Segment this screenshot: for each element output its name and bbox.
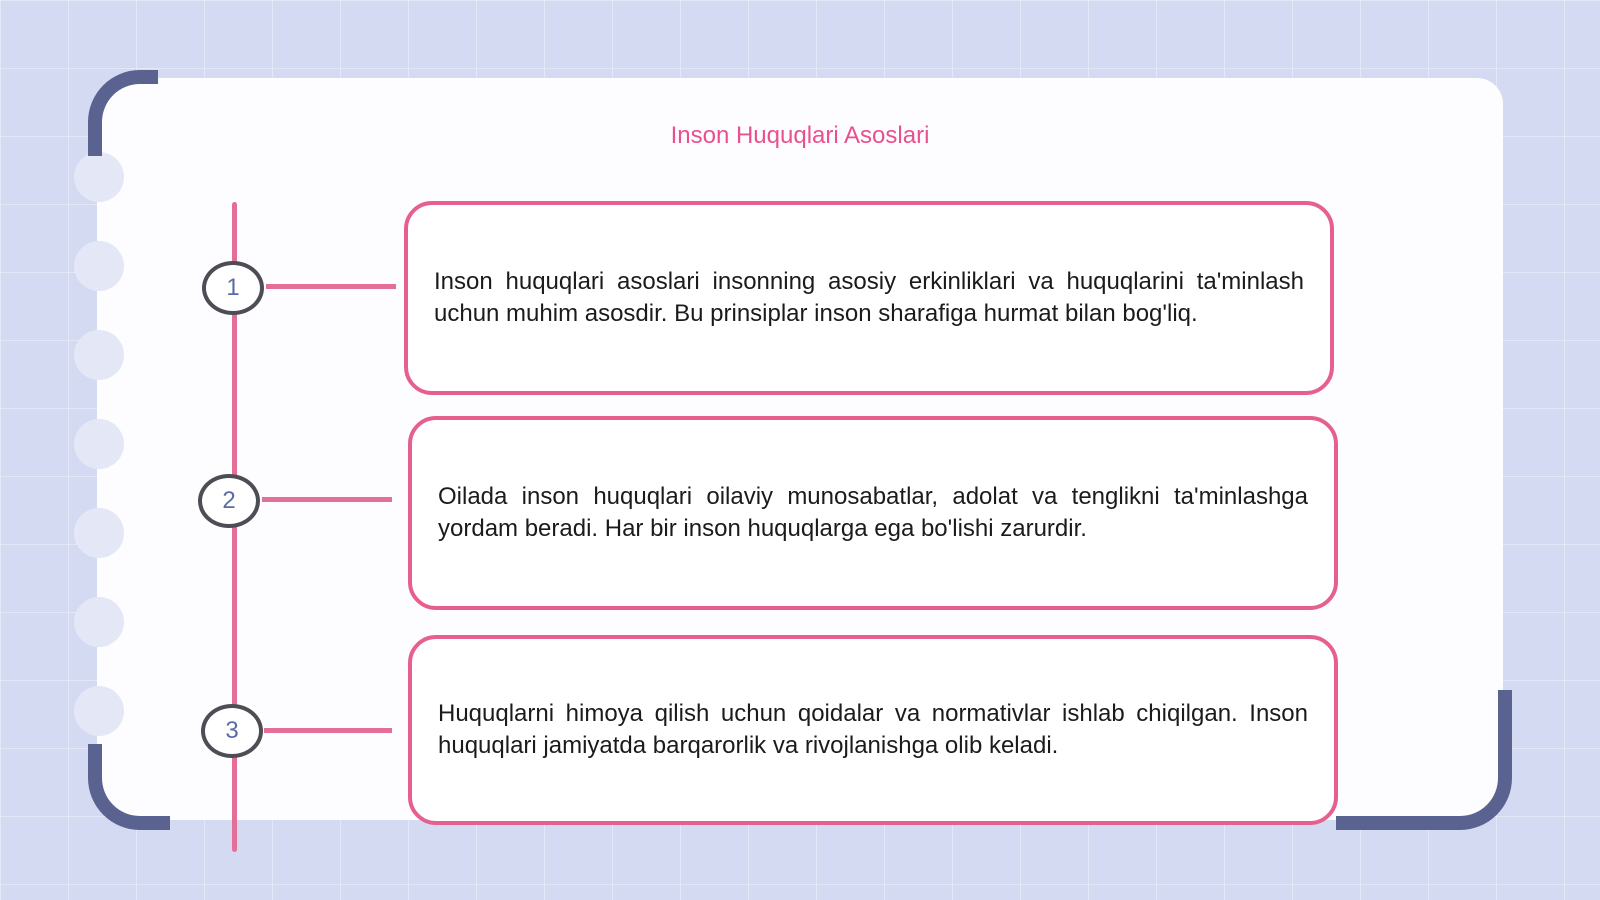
timeline-box-3 [408,635,1338,825]
corner-bracket-bottom-left [88,744,170,830]
card-notch [74,330,124,380]
corner-bracket-bottom-right [1336,690,1512,830]
timeline-text-1: Inson huquqlari asoslari insonning asosiy erkinliklari va huquqlarini ta'minlash uchun muhim asosdir. Bu prinsiplar inson sharafiga hurmat bilan bog'liq. [434,268,1304,327]
timeline-connector-2 [262,497,392,502]
card-notch [74,686,124,736]
timeline-number-2: 2 [222,487,236,514]
slide-title: Inson Huquqlari Asoslari [670,122,930,149]
card-notch [74,597,124,647]
timeline-box-2 [408,416,1338,610]
card-notch [74,419,124,469]
timeline-text-2: Oilada inson huquqlari oilaviy munosabatlar, adolat va tenglikni ta'minlashga yordam beradi. Har bir inson huquqlarga ega bo'lishi zarurdir. [438,483,1308,542]
timeline-text-3: Huquqlarni himoya qilish uchun qoidalar va normativlar ishlab chiqilgan. Inson huquqlari jamiyatda barqarorlik va rivojlanishga olib keladi. [438,700,1308,759]
corner-bracket-top-left [88,70,158,156]
timeline-box-1 [404,201,1334,395]
timeline-number-3: 3 [225,717,239,744]
card-notch [74,152,124,202]
timeline-connector-3 [264,728,392,733]
card-notch [74,508,124,558]
timeline-number-1: 1 [226,274,240,301]
card-notch [74,241,124,291]
timeline-node-3 [201,704,263,758]
timeline-node-1 [202,261,264,315]
timeline-connector-1 [266,284,396,289]
timeline-node-2 [198,474,260,528]
